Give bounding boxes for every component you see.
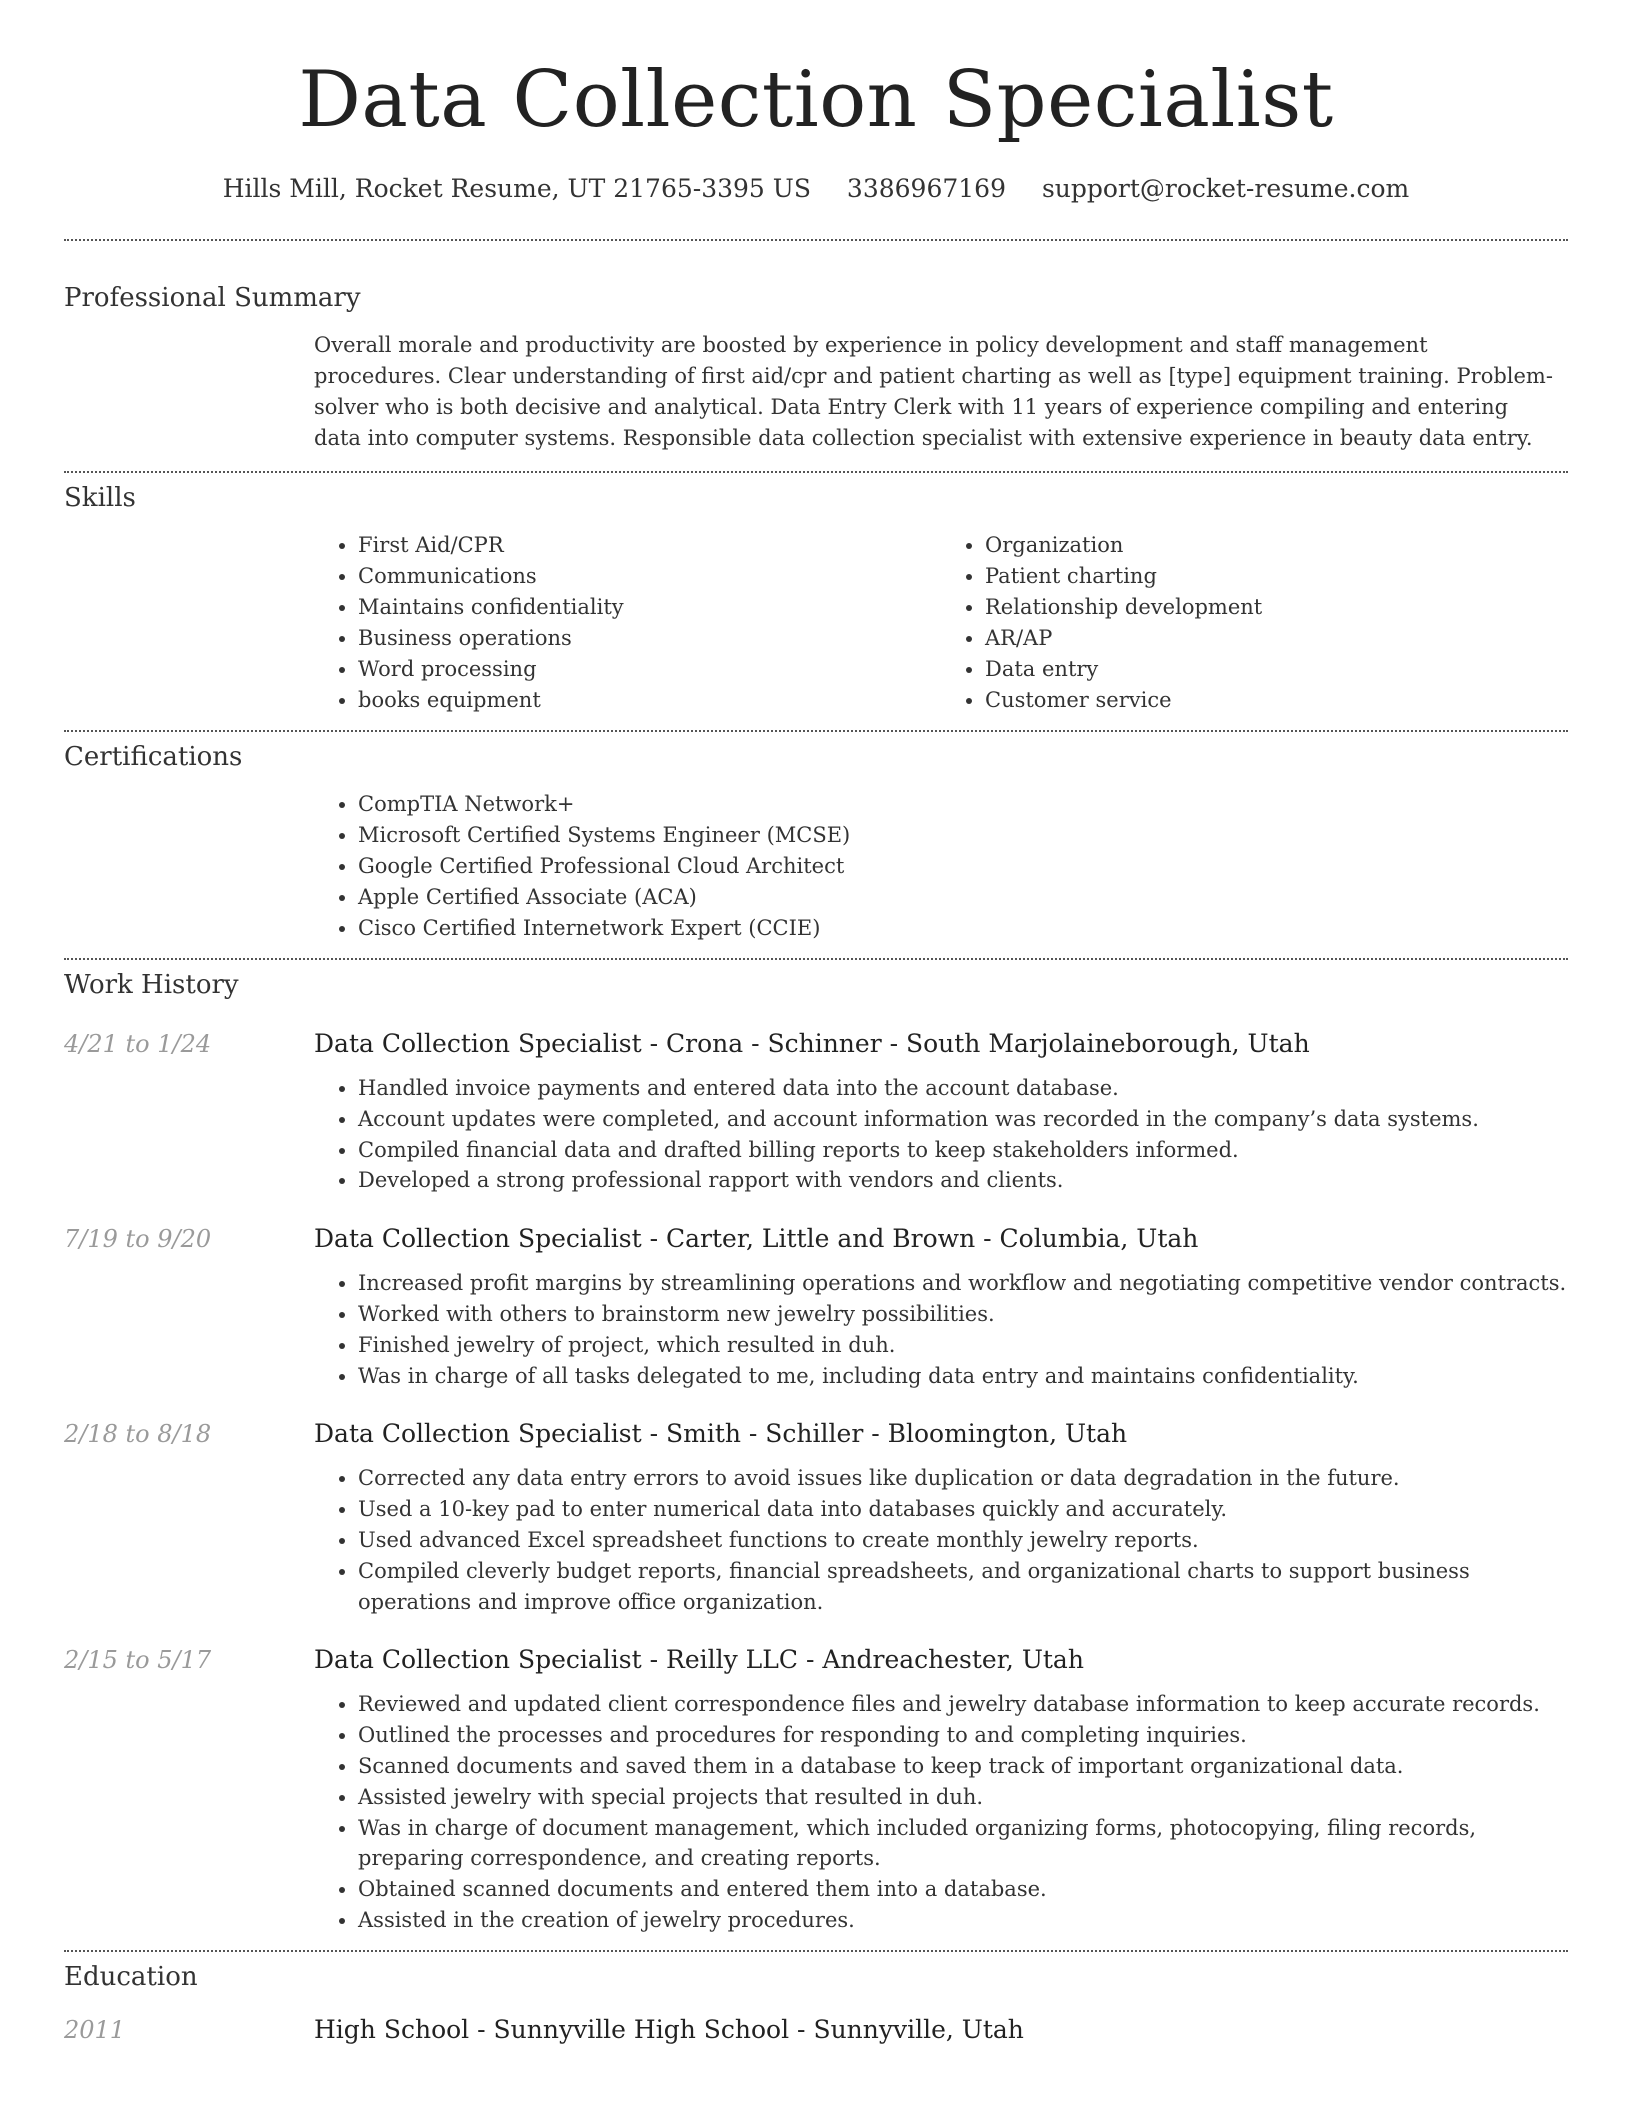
skills-heading: Skills (64, 483, 136, 513)
skills-section (0, 473, 1632, 716)
job-bullet: • Handled invoice payments and entered data into the account database. (358, 1073, 1568, 1104)
job-bullet: • Increased profit margins by streamlining operations and workflow and negotiating competitive vendor contracts. (358, 1268, 1568, 1299)
skill-item: • Organization (985, 530, 1568, 561)
job-bullet: • Worked with others to brainstorm new jewelry possibilities. (358, 1299, 1568, 1330)
skills-list (314, 530, 1568, 716)
job-title: Data Collection Specialist - Crona - Schinner - South Marjolaineborough, Utah (314, 1029, 1310, 1058)
certification-item: • CompTIA Network+ (358, 789, 1568, 820)
job-title: Data Collection Specialist - Smith - Schiller - Bloomington, Utah (314, 1419, 1128, 1449)
work-history-heading: Work History (64, 970, 239, 1000)
job-date: 2/15 to 5/17 (64, 1646, 212, 1675)
contact-phone: 3386967169 (846, 174, 1006, 203)
job-date: 7/19 to 9/20 (64, 1225, 212, 1254)
job-date: 4/21 to 1/24 (64, 1030, 212, 1058)
job-bullet: • Used a 10-key pad to enter numerical data into databases quickly and accurately. (358, 1494, 1568, 1525)
summary-section (0, 241, 1632, 454)
skill-item: • Customer service (985, 685, 1568, 716)
job-bullet: • Developed a strong professional rapport with vendors and clients. (358, 1165, 1568, 1196)
job-entry (64, 1418, 1568, 1617)
job-bullet: • Outlined the processes and procedures for responding to and completing inquiries. (358, 1720, 1568, 1751)
education-date: 2011 (64, 2015, 126, 2044)
certification-item: • Cisco Certified Internetwork Expert (CCIE) (358, 913, 1568, 944)
job-bullet: • Scanned documents and saved them in a database to keep track of important organizational data. (358, 1751, 1568, 1782)
job-bullet: • Assisted in the creation of jewelry procedures. (358, 1905, 1568, 1936)
skills-column-right (941, 530, 1568, 716)
job-entry (64, 1028, 1568, 1196)
certification-item: • Google Certified Professional Cloud Architect (358, 851, 1568, 882)
job-bullet: • Was in charge of document management, which included organizing forms, photocopying, filing records, preparing correspondence, and creating reports. (358, 1813, 1568, 1875)
job-bullet: • Used advanced Excel spreadsheet functions to create monthly jewelry reports. (358, 1525, 1568, 1556)
certifications-list (314, 789, 1568, 944)
job-entry (64, 1223, 1568, 1391)
job-bullet: • Compiled financial data and drafted billing reports to keep stakeholders informed. (358, 1135, 1568, 1166)
job-title: Data Collection Specialist - Reilly LLC - Andreachester, Utah (314, 1645, 1084, 1675)
education-section (0, 1952, 1632, 2046)
contact-line (0, 174, 1632, 203)
job-bullet: • Was in charge of all tasks delegated to me, including data entry and maintains confidentiality. (358, 1361, 1568, 1392)
skill-item: • Relationship development (985, 592, 1568, 623)
skill-item: • Communications (358, 561, 941, 592)
job-bullet: • Finished jewelry of project, which resulted in duh. (358, 1330, 1568, 1361)
job-entry (64, 1644, 1568, 1935)
skill-item: • First Aid/CPR (358, 530, 941, 561)
certification-item: • Apple Certified Associate (ACA) (358, 882, 1568, 913)
skills-column-left (314, 530, 941, 716)
skill-item: • Word processing (358, 654, 941, 685)
education-title: High School - Sunnyville High School - Sunnyville, Utah (314, 2014, 1024, 2044)
candidate-name: Data Collection Specialist (298, 55, 1334, 145)
skill-item: • AR/AP (985, 623, 1568, 654)
certifications-section (0, 732, 1632, 944)
job-bullet: • Compiled cleverly budget reports, financial spreadsheets, and organizational charts to support business operations and improve office organization. (358, 1556, 1568, 1618)
job-date: 2/18 to 8/18 (64, 1420, 212, 1449)
job-bullets (314, 1689, 1568, 1935)
job-bullet: • Assisted jewelry with special projects that resulted in duh. (358, 1782, 1568, 1813)
job-bullet: • Reviewed and updated client correspondence files and jewelry database information to keep accurate records. (358, 1689, 1568, 1720)
job-bullet: • Account updates were completed, and account information was recorded in the company’s data systems. (358, 1104, 1568, 1135)
skill-item: • Patient charting (985, 561, 1568, 592)
job-bullet: • Corrected any data entry errors to avoid issues like duplication or data degradation in the future. (358, 1463, 1568, 1494)
summary-heading: Professional Summary (64, 283, 361, 313)
skill-item: • Maintains confidentiality (358, 592, 941, 623)
summary-text: Overall morale and productivity are boosted by experience in policy development and staff management procedures. Clear understanding of first aid/cpr and patient charting as well as [type] equipment training. Problem-solver who is both decisive and analytical. Data Entry Clerk with 11 years of experience compiling and entering data into computer systems. Responsible data collection specialist with extensive experience in beauty data entry. (314, 333, 1553, 450)
skill-item: • Data entry (985, 654, 1568, 685)
skill-item: • books equipment (358, 685, 941, 716)
education-entry (64, 2014, 1568, 2046)
job-bullets (314, 1268, 1568, 1391)
job-bullets (314, 1073, 1568, 1196)
certification-item: • Microsoft Certified Systems Engineer (MCSE) (358, 820, 1568, 851)
certifications-heading: Certifications (64, 742, 243, 772)
work-history-section (0, 960, 1632, 1936)
job-title: Data Collection Specialist - Carter, Little and Brown - Columbia, Utah (314, 1224, 1199, 1254)
job-bullets (314, 1463, 1568, 1617)
contact-address: Hills Mill, Rocket Resume, UT 21765-3395 US (222, 174, 811, 203)
skill-item: • Business operations (358, 623, 941, 654)
job-bullet: • Obtained scanned documents and entered them into a database. (358, 1874, 1568, 1905)
contact-email: support@rocket-resume.com (1041, 174, 1410, 203)
education-heading: Education (64, 1961, 198, 1992)
